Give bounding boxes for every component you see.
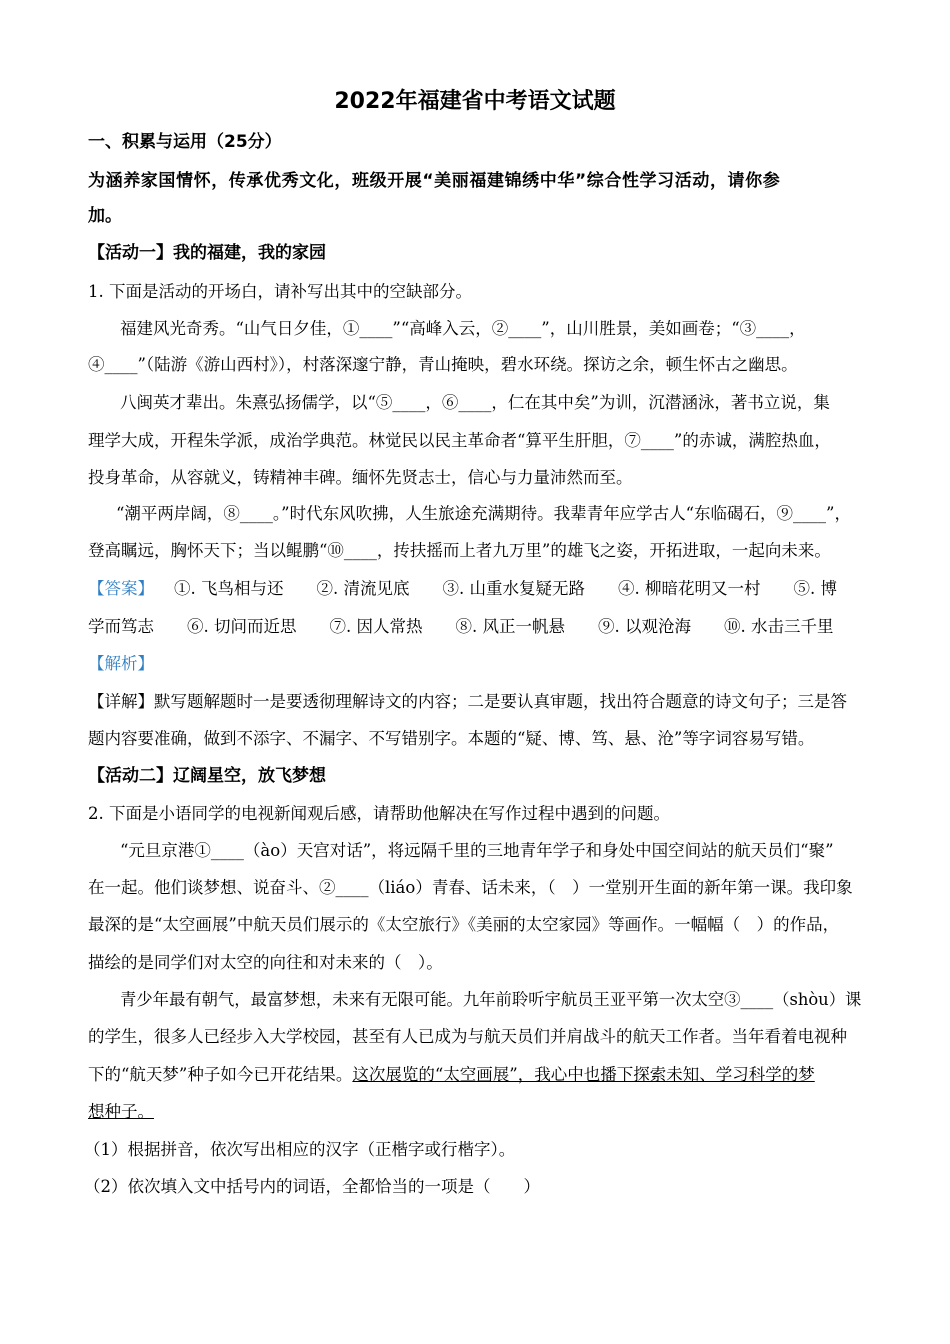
passage1-line: 理学大成，开程朱学派，成治学典范。林觉民以民主革命者“算平生肝胆，⑦____”的赤诚，满腔热血，: [88, 431, 831, 450]
subquestion-2: （2）依次填入文中括号内的词语，全都恰当的一项是（ ）: [84, 1177, 540, 1196]
passage2-line: 的学生，很多人已经步入大学校园，甚至有人已成为与航天员们并肩战斗的航天工作者。当年看着电视种: [88, 1027, 847, 1046]
page-title: 2022年福建省中考语文试题: [334, 89, 616, 114]
intro-line-1: 为涵养家国情怀，传承优秀文化，班级开展“美丽福建锦绣中华”综合性学习活动，请你参: [88, 171, 781, 191]
answer-row-2: 学而笃志 ⑥. 切问而近思 ⑦. 因人常热 ⑧. 风正一帆悬 ⑨. 以观沧海 ⑩. 水击三千里: [88, 617, 834, 636]
passage2-line: 描绘的是同学们对太空的向往和对未来的（ ）。: [88, 953, 443, 972]
activity1-heading: 【活动一】我的福建，我的家园: [88, 243, 326, 263]
answer-text: ①. 飞鸟相与还 ②. 清流见底 ③. 山重水复疑无路 ④. 柳暗花明又一村 ⑤. 博: [174, 579, 837, 598]
section-heading: 一、积累与运用（25分）: [88, 132, 282, 152]
passage1-line: 八闽英才辈出。朱熹弘扬儒学，以“⑤____，⑥____，仁在其中矣”为训，沉潜涵泳，著书立说，集: [120, 393, 830, 412]
passage1-line: 登高瞩远，胸怀天下；当以鲲鹏“⑩____，抟扶摇而上者九万里”的雄飞之姿，开拓进取，一起向未来。: [88, 541, 831, 560]
passage2-line-mixed: [88, 1064, 815, 1086]
passage1-line: 福建风光奇秀。“山气日夕佳，①____”“高峰入云，②____”，山川胜景，美如画卷；“③____，: [120, 319, 806, 338]
underlined-sentence-end: 想种子。: [88, 1102, 154, 1121]
underlined-sentence: 这次展览的“太空画展”，我心中也播下探索未知、学习科学的梦: [352, 1065, 815, 1084]
passage2-line: 最深的是“太空画展”中航天员们展示的《太空旅行》《美丽的太空家园》等画作。一幅幅（ ）的作品，: [88, 915, 840, 934]
passage1-line: “潮平两岸阔，⑧____。”时代东风吹拂，人生旅途充满期待。我辈青年应学古人“东临碣石，⑨____”，: [116, 504, 851, 523]
analysis-label: 【解析】: [88, 654, 154, 673]
detail-line-2: 题内容要准确，做到不添字、不漏字、不写错别字。本题的“疑、博、笃、悬、沧”等字词容易写错。: [88, 729, 815, 748]
intro-line-2: 加。: [88, 206, 122, 226]
subquestion-1: （1）根据拼音，依次写出相应的汉字（正楷字或行楷字）。: [84, 1140, 516, 1159]
passage1-line: ④____”（陆游《游山西村》），村落深邃宁静，青山掩映，碧水环绕。探访之余，顿生怀古之幽思。: [88, 355, 798, 374]
question-2: 2. 下面是小语同学的电视新闻观后感，请帮助他解决在写作过程中遇到的问题。: [88, 804, 670, 823]
answer-row-1: [88, 578, 837, 600]
answer-label: 【答案】: [88, 579, 154, 598]
passage2-line: 在一起。他们谈梦想、说奋斗、②____（liáo）青春、话未来，（ ）一堂别开生面的新年第一课。我印象: [88, 878, 853, 897]
passage1-line: 投身革命，从容就义，铸精神丰碑。缅怀先贤志士，信心与力量沛然而至。: [88, 468, 633, 487]
passage2-line: “元旦京港①____（ào）天宫对话”，将远隔千里的三地青年学子和身处中国空间站的航天员们“聚”: [120, 841, 834, 860]
activity2-heading: 【活动二】辽阔星空，放飞梦想: [88, 766, 326, 786]
passage2-text: 下的“航天梦”种子如今已开花结果。: [88, 1065, 353, 1084]
passage2-line: 青少年最有朝气，最富梦想，未来有无限可能。九年前聆听宇航员王亚平第一次太空③____（shòu）课: [120, 990, 862, 1009]
question-1: 1. 下面是活动的开场白，请补写出其中的空缺部分。: [88, 282, 472, 301]
detail-line-1: 【详解】默写题解题时一是要透彻理解诗文的内容；二是要认真审题，找出符合题意的诗文句子；三是答: [88, 692, 847, 711]
